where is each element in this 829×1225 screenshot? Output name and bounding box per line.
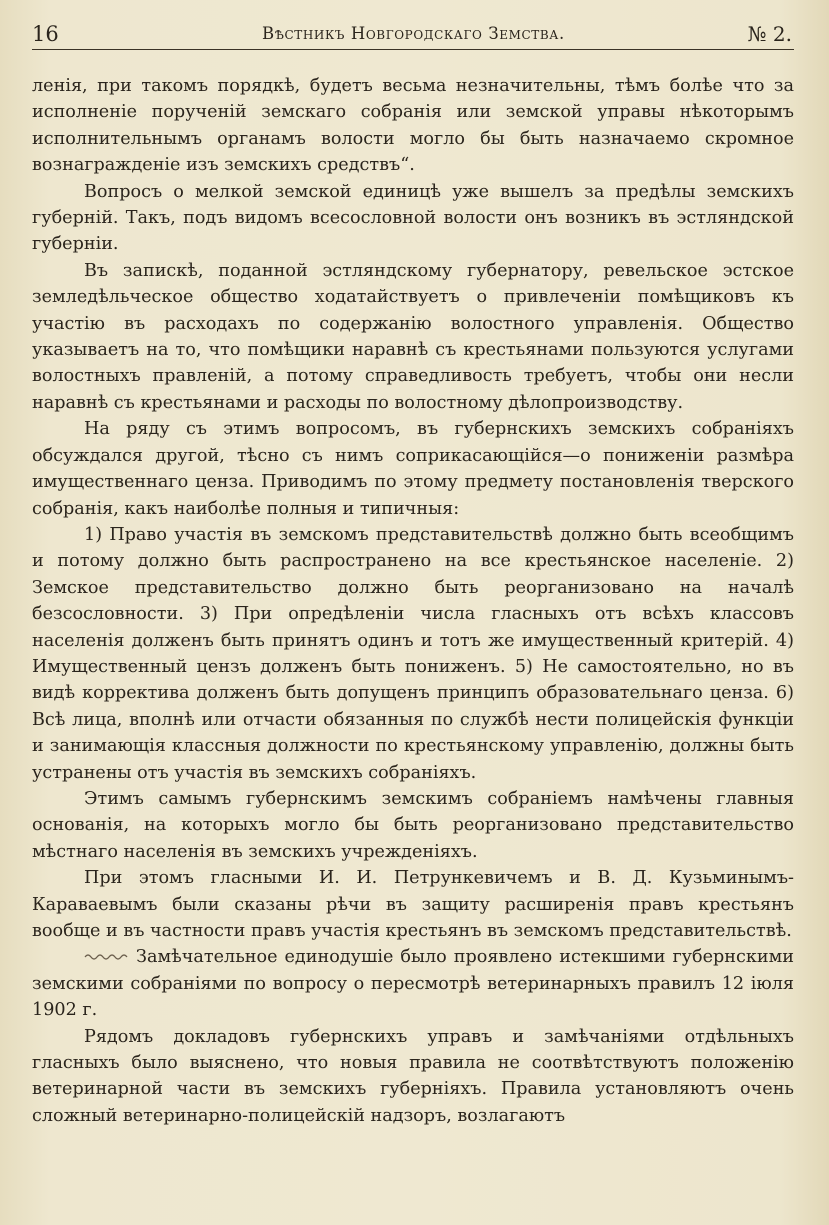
paragraph-veterinary-rules — [32, 944, 794, 1023]
issue-number: № 2. — [747, 22, 792, 46]
paragraph-property-qualification: На ряду съ этимъ вопросомъ, въ губернскихъ земскихъ собраніяхъ обсуждался другой, тѣсно съ нимъ соприкасающійся—о пониженіи размѣра имущественнаго ценза. Приводимъ по этому предмету постановленія тверского собранія, какъ наиболѣе полныя и типичныя: — [32, 419, 794, 519]
journal-title: Вѣстникъ Новгородскаго Земства. — [262, 24, 565, 43]
running-header — [32, 20, 794, 50]
article-body — [32, 73, 794, 1129]
section-squiggle-ornament — [84, 953, 128, 961]
paragraph-main-foundations: Этимъ самымъ губернскимъ земскимъ собраніемъ намѣчены главныя основанія, на которыхъ могло бы быть реорганизовано представительство мѣстнаго населенія въ земскихъ учрежденіяхъ. — [32, 788, 794, 862]
paragraph-continuation: ленія, при такомъ порядкѣ, будетъ весьма незначительны, тѣмъ болѣе что за исполненіе порученій земскаго собранія или земской управы нѣкоторымъ исполнительнымъ органамъ волости могло бы быть назначаемо скромное вознагражденіе изъ земскихъ средствъ“. — [32, 76, 794, 176]
page-number: 16 — [32, 22, 59, 46]
paragraph-tver-resolutions: 1) Право участія въ земскомъ представительствѣ должно быть всеобщимъ и потому должно быть распространено на все крестьянское населеніе. 2) Земское представительство должно быть реорганизовано на началѣ безсословности. 3) При опредѣленіи числа гласныхъ отъ всѣхъ классовъ населенія долженъ быть принятъ одинъ и тотъ же имущественный критерій. 4) Имущественный цензъ долженъ быть пониженъ. 5) Не самостоятельно, но въ видѣ корректива долженъ быть допущенъ принципъ образовательнаго ценза. 6) Всѣ лица, вполнѣ или отчасти обязанныя по службѣ нести полицейскія функціи и занимающія классныя должности по крестьянскому управленію, должны быть устранены отъ участія въ земскихъ собраніяхъ. — [32, 524, 794, 783]
paragraph-speeches: При этомъ гласными И. И. Петрункевичемъ и В. Д. Кузьминымъ-Караваевымъ были сказаны рѣчи въ защиту расширенія правъ крестьянъ вообще и въ частности правъ участія крестьянъ въ земскомъ представительствѣ. — [32, 868, 794, 941]
paragraph-estland-note: Въ запискѣ, поданной эстляндскому губернатору, ревельское эстское земледѣльческое общество ходатайствуетъ о привлеченіи помѣщиковъ къ участію въ расходахъ по содержанію волостного управленія. Общество указываетъ на то, что помѣщики наравнѣ съ крестьянами пользуются услугами волостныхъ правленій, а потому справедливость требуетъ, чтобы они несли наравнѣ съ крестьянами и расходы по волостному дѣлопроизводству. — [32, 260, 794, 413]
header-rule — [32, 49, 794, 50]
paragraph-small-zemstvo-unit: Вопросъ о мелкой земской единицѣ уже вышелъ за предѣлы земскихъ губерній. Такъ, подъ видомъ всесословной волости онъ возникъ въ эстляндской губерніи. — [32, 181, 794, 255]
paragraph-veterinary-rules-text: Замѣчательное единодушіе было проявлено истекшими губернскими земскими собраніями по вопросу о пересмотрѣ ветеринарныхъ правилъ 12 іюля 1902 г. — [32, 947, 794, 1021]
paragraph-reports: Рядомъ докладовъ губернскихъ управъ и замѣчаніями отдѣльныхъ гласныхъ было выяснено, что новыя правила не соотвѣтствуютъ положенію ветеринарной части въ земскихъ губерніяхъ. Правила установляютъ очень сложный ветеринарно-полицейскій надзоръ, возлагаютъ — [32, 1026, 794, 1126]
